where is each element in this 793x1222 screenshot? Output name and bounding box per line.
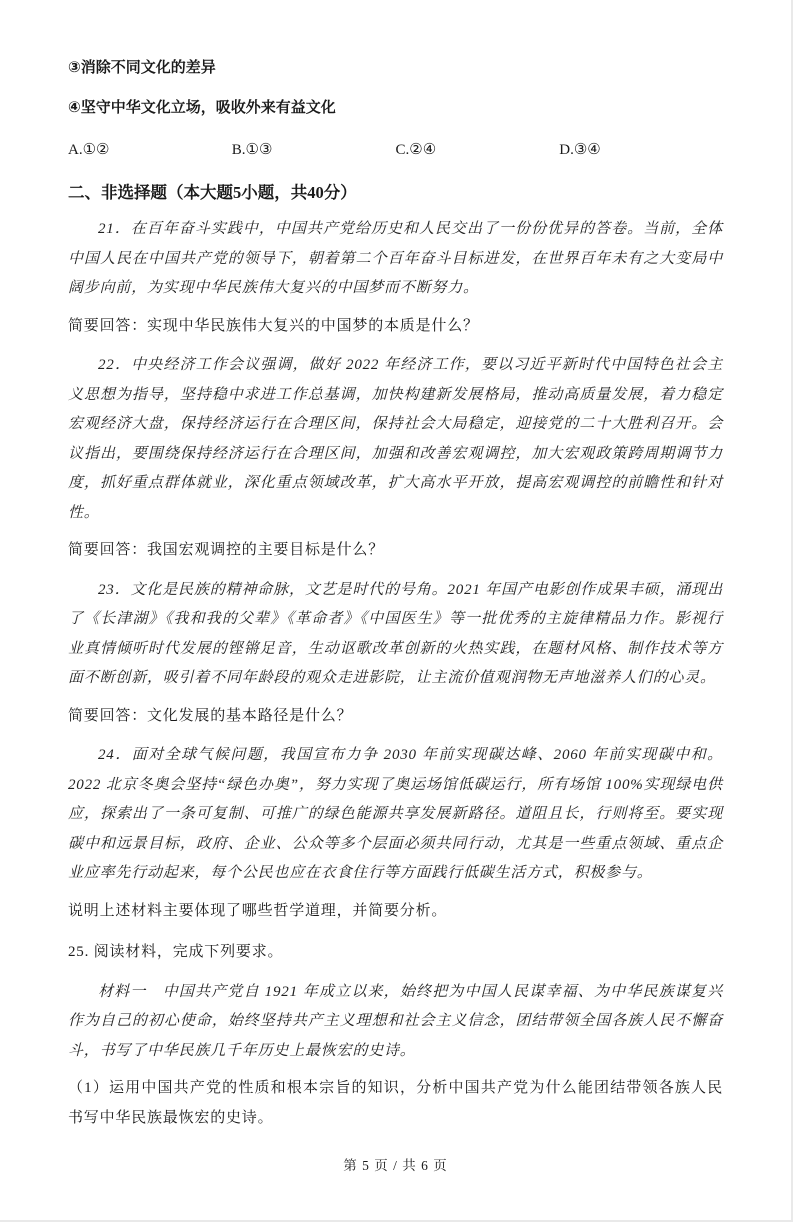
question-25-material-1: 材料一 中国共产党自 1921 年成立以来，始终把为中国人民谋幸福、为中华民族谋复兴作为自己的初心使命，始终坚持共产主义理想和社会主义信念，团结带领全国各族人民不懈奋斗，书写了中华民族几千年历史上最恢宏的史诗。	[68, 983, 723, 1059]
question-22-body: 22．中央经济工作会议强调，做好 2022 年经济工作，要以习近平新时代中国特色社会主义思想为指导，坚持稳中求进工作总基调，加快构建新发展格局，推动高质量发展，着力稳定宏观经济大盘，保持经济运行在合理区间，保持社会大局稳定，迎接党的二十大胜利召开。会议指出，要围绕保持经济运行在合理区间，加强和改善宏观调控，加大宏观政策跨周期调节力度，抓好重点群体就业，深化重点领域改革，扩大高水平开放，提高宏观调控的前瞻性和针对性。	[68, 357, 723, 521]
choice-c: C.②④	[395, 142, 437, 158]
question-25-intro: 25. 阅读材料，完成下列要求。	[68, 944, 284, 960]
question-24-body: 24．面对全球气候问题，我国宣布力争 2030 年前实现碳达峰、2060 年前实现碳中和。2022 北京冬奥会坚持“绿色办奥”，努力实现了奥运场馆低碳运行，所有场馆 100%实现绿电供应，探索出了一条可复制、可推广的绿色能源共享发展新路径。道阻且长，行则将至。要实现碳中和远景目标，政府、企业、公众等多个层面必须共同行动，尤其是一些重点领域、重点企业应率先行动起来，每个公民也应在衣食住行等方面践行低碳生活方式，积极参与。	[68, 747, 723, 881]
question-22-prompt: 简要回答：我国宏观调控的主要目标是什么？	[68, 542, 385, 558]
question20-option-3: ③消除不同文化的差异	[68, 59, 216, 76]
question-21-prompt: 简要回答：实现中华民族伟大复兴的中国梦的本质是什么？	[68, 317, 479, 334]
question-24-prompt: 说明上述材料主要体现了哪些哲学道理，并简要分析。	[68, 902, 448, 919]
question20-option-4: ④坚守中华文化立场，吸收外来有益文化	[68, 99, 336, 116]
question20-choice-row	[68, 138, 723, 162]
choice-d: D.③④	[559, 142, 601, 158]
section-2-title: 二、非选择题（本大题5小题，共40分）	[68, 183, 357, 202]
choice-a: A.①②	[68, 142, 110, 158]
question-25-sub-1: （1）运用中国共产党的性质和根本宗旨的知识，分析中国共产党为什么能团结带领各族人民书写中华民族最恢宏的史诗。	[68, 1080, 723, 1126]
question-23-body: 23．文化是民族的精神命脉，文艺是时代的号角。2021 年国产电影创作成果丰硕，涌现出了《长津湖》《我和我的父辈》《革命者》《中国医生》等一批优秀的主旋律精品力作。影视行业真情倾听时代发展的铿锵足音，生动讴歌改革创新的火热实践，在题材风格、制作技术等方面不断创新，吸引着不同年龄段的观众走进影院，让主流价值观润物无声地滋养人们的心灵。	[68, 581, 723, 686]
choice-b: B.①③	[231, 142, 273, 158]
page-number-text: 第 5 页 / 共 6 页	[343, 1158, 448, 1173]
question-21-body: 21．在百年奋斗实践中，中国共产党给历史和人民交出了一份份优异的答卷。当前，全体中国人民在中国共产党的领导下，朝着第二个百年奋斗目标进发，在世界百年未有之大变局中阔步向前，为实现中华民族伟大复兴的中国梦而不断努力。	[68, 221, 723, 296]
question-23-prompt: 简要回答：文化发展的基本路径是什么？	[68, 707, 353, 724]
page-footer	[68, 1140, 723, 1190]
